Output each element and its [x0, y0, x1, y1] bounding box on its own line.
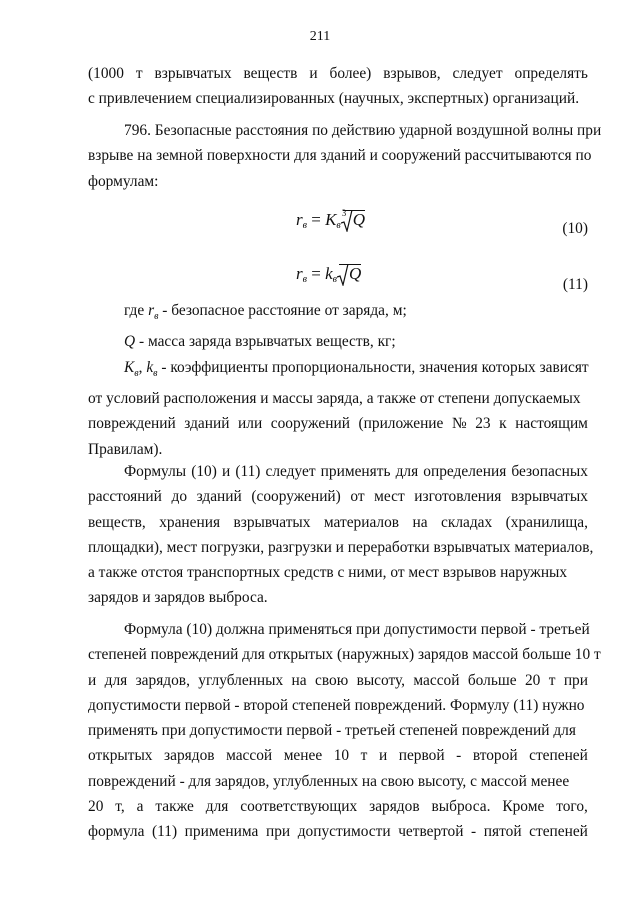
equation-number-11: (11) [562, 276, 588, 293]
text-line: применять при допустимости первой - третьей степеней повреждений для [88, 722, 576, 740]
word: сооружений [270, 415, 350, 433]
formula-11: $r_в = k_в$ Q [296, 264, 362, 285]
word: формула [88, 823, 145, 841]
word: и [221, 463, 231, 480]
word: массой [226, 747, 273, 765]
word: четвертой [398, 823, 464, 841]
word: (10) [191, 463, 217, 480]
word: менее [283, 747, 323, 765]
word: при [265, 823, 291, 841]
word: зданий [196, 488, 242, 506]
square-root: Q [339, 264, 361, 283]
word: т [360, 747, 368, 765]
text-line: формулам: [88, 172, 159, 190]
word: 20 [524, 671, 541, 689]
word: Формулы [124, 463, 187, 480]
paragraph-formula-10-usage [88, 617, 601, 845]
word: для [395, 463, 419, 480]
word: мест [374, 488, 405, 506]
text-line: 796. Безопасные расстояния по действию ударной воздушной волны при [124, 122, 602, 139]
word: 20 [88, 798, 104, 816]
word: к [499, 415, 507, 433]
text-line: взрыве на земной поверхности для зданий и сооружений рассчитываются по [88, 147, 592, 165]
text-line [88, 668, 588, 693]
word: настоящим [515, 415, 588, 433]
text-line [88, 459, 588, 484]
word: степеней [529, 823, 588, 841]
word: взрывчатых [154, 65, 232, 82]
text-line [88, 484, 588, 509]
word: применима [184, 823, 259, 841]
word: № [451, 415, 467, 433]
word: т [135, 65, 143, 82]
paragraph-formulas-usage [88, 459, 594, 611]
word: веществ, [88, 513, 146, 531]
text-line: а также отстоя транспортных средств с ними, от мест взрывов наружных [88, 564, 568, 582]
word: второй [472, 747, 518, 765]
word: 23 [475, 415, 491, 433]
definition-r: где $r_в$ - безопасное расстояние от заряда, м; [124, 302, 407, 323]
word: взрывов, [383, 65, 441, 82]
word: т, [115, 798, 125, 816]
text-line [88, 794, 588, 819]
paragraph-796 [88, 118, 602, 194]
word: - [456, 747, 462, 765]
word: следует [452, 65, 503, 82]
word: веществ [243, 65, 298, 82]
word: безопасных [511, 463, 588, 480]
text-line: Формула (10) должна применяться при допустимости первой - третьей [124, 621, 590, 638]
word: открытых [88, 747, 153, 765]
word: изготовления [414, 488, 502, 506]
word: до [171, 488, 188, 506]
text-line [88, 510, 588, 535]
word: от [350, 488, 365, 506]
word: и [378, 747, 388, 765]
word: допустимости [297, 823, 391, 841]
word: зарядов, [135, 671, 190, 689]
word: соответствующих [240, 798, 358, 816]
word: взрывчатых [510, 488, 588, 506]
text-line: повреждений - для зарядов, углубленных на свою высоту, с массой менее [88, 772, 570, 790]
word: массой [413, 671, 460, 689]
word: больше [467, 671, 517, 689]
cube-root: 3 Q [341, 208, 366, 229]
word: (хранилища, [505, 513, 588, 531]
definition-k: $K_в$, $k_в$ - коэффициенты пропорциональности, значения которых зависят [124, 358, 589, 379]
word: (сооружений) [251, 488, 341, 506]
word: степеней [529, 747, 588, 765]
word: (11) [152, 823, 178, 841]
formula-10: $r_в = K_в$ 3 Q [296, 208, 366, 231]
page-number: 211 [309, 29, 331, 44]
word: для [205, 798, 229, 816]
word: выброса. [431, 798, 491, 816]
word: (11) [235, 463, 261, 480]
text-line: от условий расположения и массы заряда, а также от степени допускаемых [88, 390, 581, 408]
text-line: Правилам). [88, 440, 163, 458]
word: следует [265, 463, 316, 480]
word: (1000 [88, 65, 124, 82]
word: складах [441, 513, 493, 531]
word: свою [315, 671, 349, 689]
word: 10 [333, 747, 350, 765]
word: Кроме [502, 798, 545, 816]
word: и [309, 65, 318, 82]
word: материалов [323, 513, 400, 531]
word: (приложение [358, 415, 444, 433]
definitions [88, 298, 588, 462]
text-line: степеней повреждений для открытых (наружных) зарядов массой больше 10 т [88, 646, 601, 664]
word: более) [329, 65, 372, 82]
word: повреждений [88, 415, 176, 433]
word: углубленных [198, 671, 284, 689]
text-line: допустимости первой - второй степеней повреждений. Формулу (11) нужно [88, 696, 585, 714]
text-line [88, 819, 588, 844]
word: определять [514, 65, 588, 82]
equation-number-10: (10) [562, 220, 588, 237]
word: первой [398, 747, 445, 765]
word: высоту, [356, 671, 406, 689]
text-line [88, 743, 588, 768]
word: пятой [483, 823, 522, 841]
word: зарядов [369, 798, 420, 816]
word: на [291, 671, 307, 689]
word: зданий [184, 415, 230, 433]
word: взрывчатых [233, 513, 311, 531]
word: - [471, 823, 477, 841]
text-line: с привлечением специализированных (научных, экспертных) организаций. [88, 90, 580, 108]
text-line: зарядов и зарядов выброса. [88, 589, 268, 607]
word: и [88, 671, 97, 689]
text-line [88, 61, 588, 86]
text-line: площадки), мест погрузки, разгрузки и переработки взрывчатых материалов, [88, 538, 594, 556]
word: расстояний [88, 488, 162, 506]
word: хранения [159, 513, 221, 531]
word: на [412, 513, 428, 531]
word: для [104, 671, 128, 689]
definition-q: Q - масса заряда взрывчатых веществ, кг; [124, 333, 396, 351]
word: также [155, 798, 194, 816]
word: зарядов [164, 747, 215, 765]
text-line [88, 411, 588, 436]
word: или [238, 415, 263, 433]
word: при [563, 671, 588, 689]
word: того, [556, 798, 588, 816]
word: а [136, 798, 144, 816]
word: определения [423, 463, 507, 480]
word: т [548, 671, 556, 689]
word: применять [320, 463, 391, 480]
paragraph-continuation [88, 61, 588, 112]
